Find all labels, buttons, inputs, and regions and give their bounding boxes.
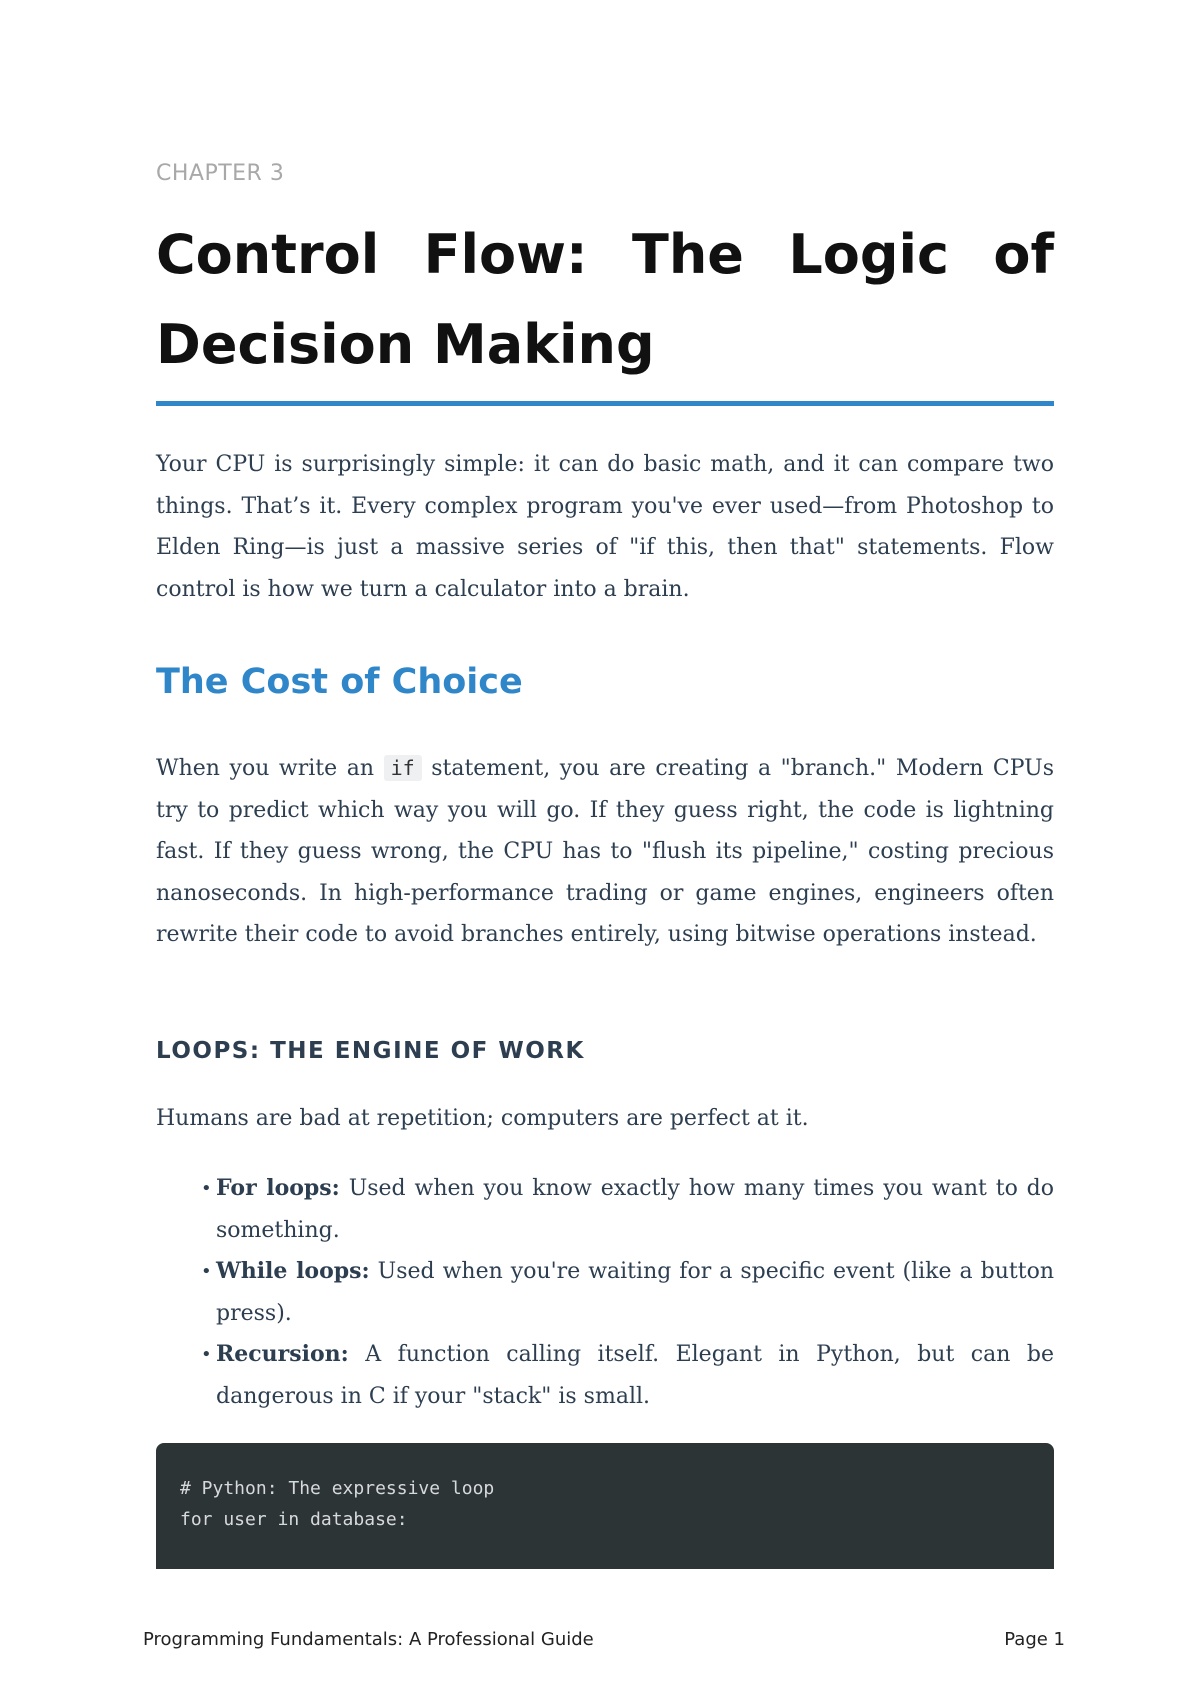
branch-paragraph [156,748,1054,956]
bullet-icon: • [201,1344,212,1365]
chapter-label: CHAPTER 3 [156,161,285,186]
chapter-title: Control Flow: The Logic of Decision Making [156,223,1054,376]
loop-types-list [201,1168,1055,1417]
code-line-for: for user in database: [180,1509,408,1530]
list-item-recursion [201,1334,1054,1417]
list-item-text: A function calling itself. Elegant in Python, but can be dangerous in C if your "stack" is small. [216,1342,1054,1409]
branch-paragraph-rest: statement, you are creating a "branch." Modern CPUs try to predict which way you will go. If they guess right, the code is lightning fast. If they guess wrong, the CPU has to "flush its pipeline," costing precious nanoseconds. In high-performance trading or game engines, engineers often rewrite their code to avoid branches entirely, using bitwise operations instead. [156,756,1055,947]
list-item-for-loops [201,1168,1055,1251]
list-item-term: While loops: [216,1258,370,1284]
footer-book-title: Programming Fundamentals: A Professional Guide [143,1629,594,1650]
inline-code-if: if [384,755,422,781]
bullet-icon: • [201,1178,212,1199]
subheading-loops: LOOPS: THE ENGINE OF WORK [156,1038,585,1064]
footer-page-number: Page 1 [1004,1629,1065,1650]
bullet-icon: • [201,1261,212,1282]
title-divider [156,401,1054,406]
list-item-term: Recursion: [216,1341,349,1367]
intro-paragraph: Your CPU is surprisingly simple: it can do basic math, and it can compare two things. That’s it. Every complex program you've ever used—from Photoshop to Elden Ring—is just a massive series of "if this, then that" statements. Flow control is how we turn a calculator into a brain. [156,452,1054,602]
list-item-while-loops [201,1251,1054,1334]
list-item-text: Used when you're waiting for a specific event (like a button press). [216,1259,1054,1326]
branch-paragraph-lead: When you write an [156,756,374,781]
code-block [156,1443,1054,1569]
list-item-term: For loops: [216,1175,340,1201]
section-heading-cost-of-choice: The Cost of Choice [156,662,523,702]
loops-intro-paragraph: Humans are bad at repetition; computers are perfect at it. [156,1106,809,1131]
list-item-text: Used when you know exactly how many times you want to do something. [216,1176,1055,1243]
code-line-comment: # Python: The expressive loop [180,1478,495,1499]
